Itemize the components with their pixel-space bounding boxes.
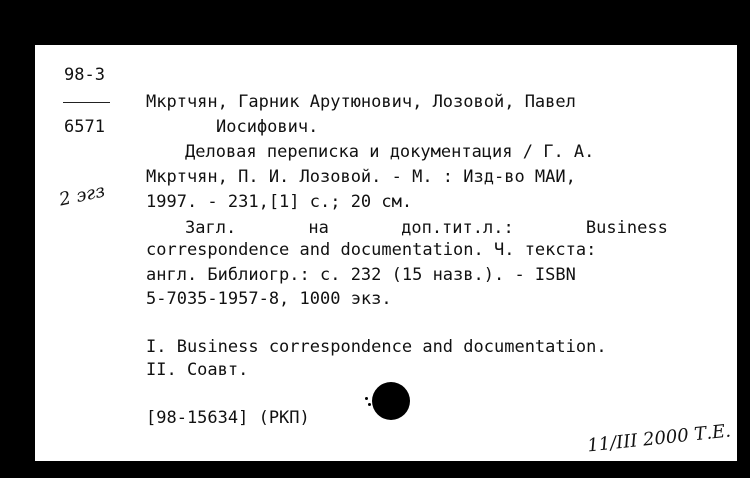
record-number: [98-15634] (РКП) — [146, 408, 310, 428]
note-line-4: 5-7035-1957-8, 1000 экз. — [146, 289, 392, 309]
note-line-2: correspondence and documentation. Ч. текста: — [146, 240, 597, 260]
author-heading: Мкртчян, Гарник Арутюнович, Лозовой, Павел — [146, 92, 576, 112]
catalog-card — [35, 45, 737, 461]
title-line-2: Мкртчян, П. И. Лозовой. - М. : Изд-во МАИ, — [146, 167, 576, 187]
imprint-line: 1997. - 231,[1] с.; 20 см. — [146, 192, 413, 212]
note-line-3: англ. Библиогр.: с. 232 (15 назв.). - ISBN — [146, 265, 576, 285]
title-line-1: Деловая переписка и документация / Г. А. — [185, 142, 595, 162]
ink-blot — [372, 382, 410, 420]
handwritten-copies-note: 2 эгз — [57, 180, 107, 211]
tracing-line-1: I. Business correspondence and documentation. — [146, 337, 607, 357]
call-number-bottom: 6571 — [64, 117, 105, 137]
author-heading-cont: Иосифович. — [216, 117, 319, 137]
handwritten-date-note: 11/III 2000 Т.Е. — [586, 420, 732, 457]
ink-speck — [368, 403, 371, 406]
tracing-line-2: II. Соавт. — [146, 360, 249, 380]
call-number-top: 98-3 — [64, 65, 105, 85]
call-number-divider — [63, 102, 110, 103]
note-line-1: Загл. на доп.тит.л.: Business — [185, 218, 668, 238]
ink-speck — [365, 397, 368, 400]
